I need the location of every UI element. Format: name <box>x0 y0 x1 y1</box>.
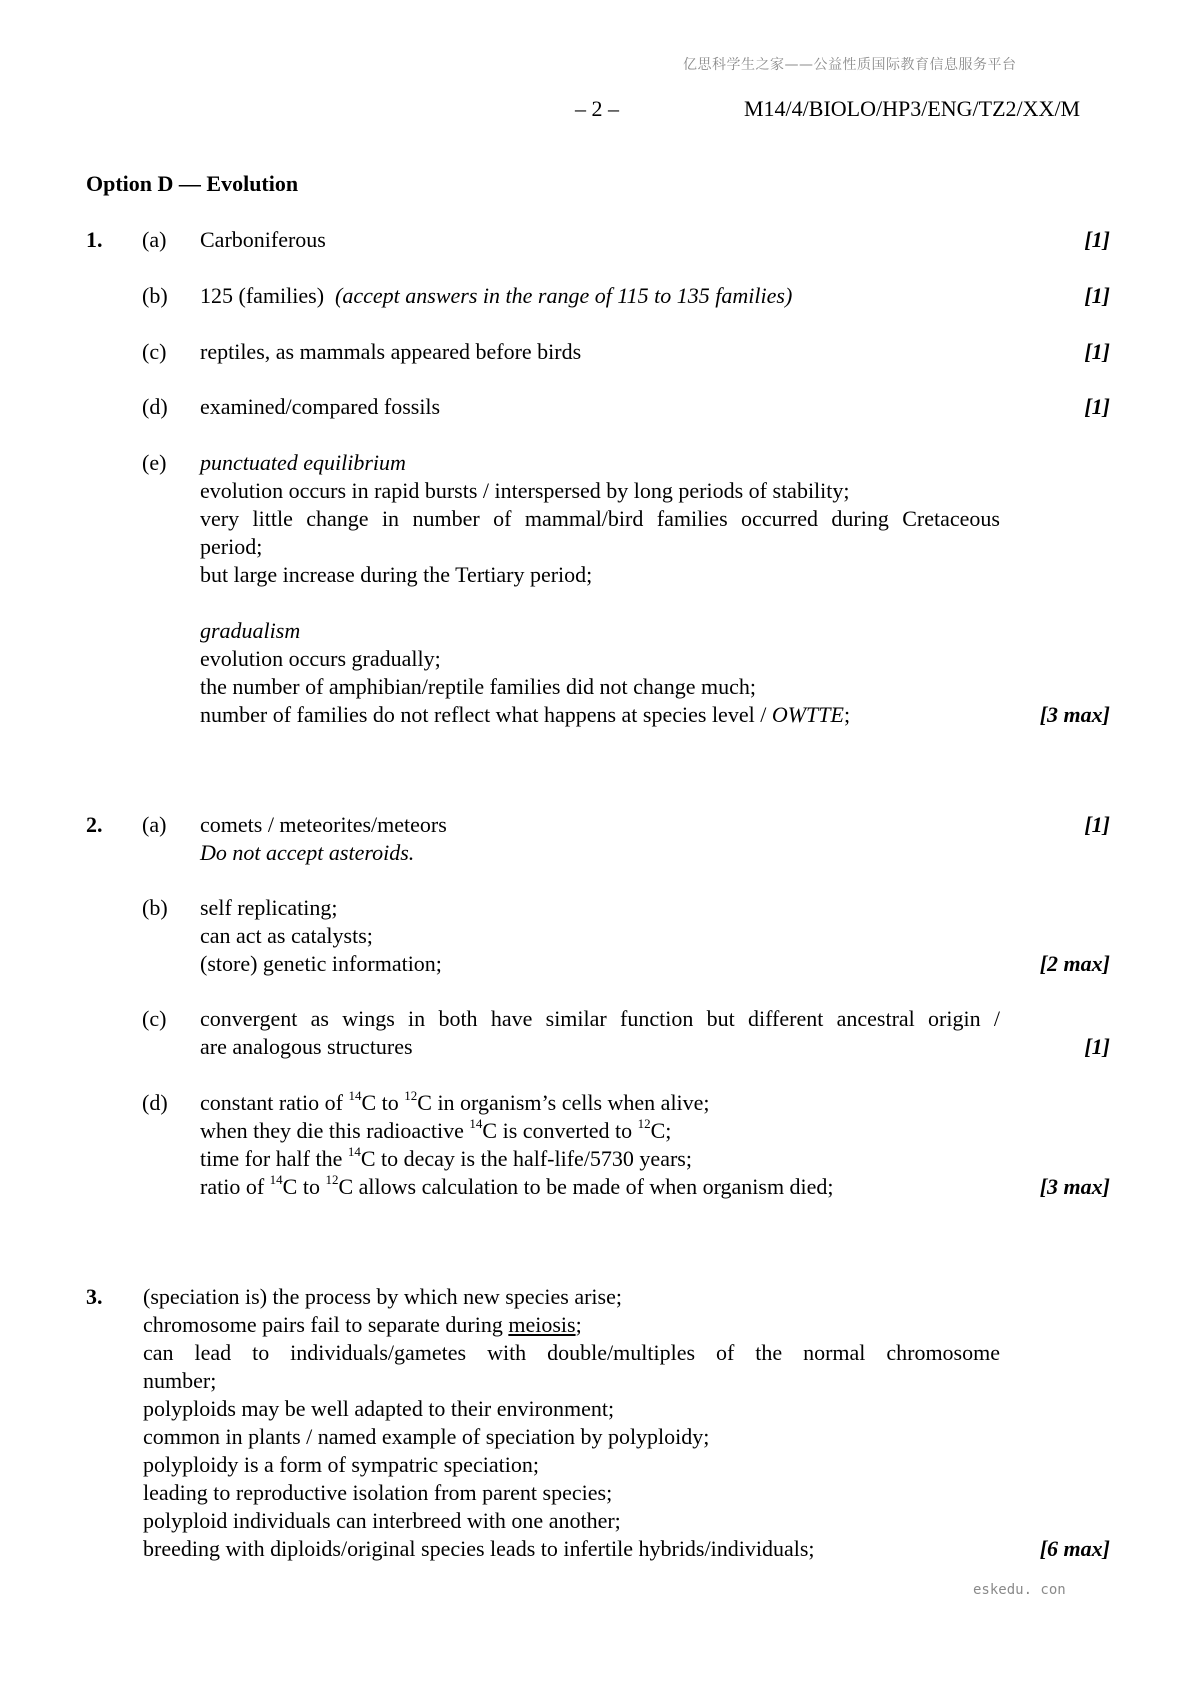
q1c-answer: reptiles, as mammals appeared before birds <box>200 339 582 364</box>
q2d-label: (d) <box>142 1090 168 1115</box>
q1e-owtte: OWTTE <box>771 702 844 727</box>
q1a-label: (a) <box>142 227 167 252</box>
section-title: Option D — Evolution <box>86 171 299 196</box>
q2a-answer-note: Do not accept asteroids. <box>200 840 415 865</box>
q3-line: polyploid individuals can interbreed with one another; <box>143 1508 621 1533</box>
q1e-line-end: ; <box>843 702 851 727</box>
q2c-line: convergent as wings in both have similar function but different ancestral origin / <box>200 1006 1000 1031</box>
q1e-line: period; <box>200 534 263 559</box>
q3-line: can lead to individuals/gametes with double/multiples of the normal chromosome <box>143 1340 1000 1365</box>
q2c-line: are analogous structures <box>200 1034 413 1059</box>
q3-answer <box>143 1283 1000 1563</box>
q1c-mark: [1] <box>1084 339 1110 364</box>
q3-mark: [6 max] <box>1039 1536 1110 1561</box>
q3-line: breeding with diploids/original species leads to infertile hybrids/individuals; <box>143 1536 815 1561</box>
q1b-answer <box>200 282 792 310</box>
q1e-heading-punctuated: punctuated equilibrium <box>200 450 406 475</box>
q1e-line <box>200 701 1000 729</box>
q2d-line: when they die this radioactive $^{14}$C is converted to $^{12}$C; <box>200 1115 672 1143</box>
q2b-line: self replicating; <box>200 895 338 920</box>
q3-line: leading to reproductive isolation from parent species; <box>143 1480 613 1505</box>
q1e-line: evolution occurs gradually; <box>200 646 441 671</box>
q2c-mark: [1] <box>1084 1034 1110 1059</box>
q1a-answer: Carboniferous <box>200 227 326 252</box>
q2b-mark: [2 max] <box>1039 951 1110 976</box>
q1d-mark: [1] <box>1084 394 1110 419</box>
q1e-spacer <box>200 589 1000 617</box>
q1a-mark: [1] <box>1084 227 1110 252</box>
q2d-mark: [3 max] <box>1039 1174 1110 1199</box>
q2a-answer-text: comets / meteorites/meteors <box>200 812 447 837</box>
q1e-line: very little change in number of mammal/bird families occurred during Cretaceous <box>200 506 1000 531</box>
q1e-line: evolution occurs in rapid bursts / interspersed by long periods of stability; <box>200 478 850 503</box>
header-watermark: 亿思科学生之家——公益性质国际教育信息服务平台 <box>683 57 1017 73</box>
q2d-line: ratio of $^{14}$C to $^{12}$C allows calculation to be made of when organism died; <box>200 1171 834 1199</box>
q2a-answer <box>200 811 447 867</box>
q1b-answer-note: (accept answers in the range of 115 to 135 families) <box>335 283 793 308</box>
q1d-answer: examined/compared fossils <box>200 394 441 419</box>
document-reference: M14/4/BIOLO/HP3/ENG/TZ2/XX/M <box>744 96 1081 121</box>
q2a-mark: [1] <box>1084 812 1110 837</box>
q1e-mark: [3 max] <box>1039 702 1110 727</box>
question-1-number: 1. <box>86 227 103 252</box>
q2b-answer <box>200 894 442 978</box>
q3-line: number; <box>143 1368 217 1393</box>
q3-line: common in plants / named example of speciation by polyploidy; <box>143 1424 710 1449</box>
q2d-answer <box>200 1089 834 1201</box>
q3-line: polyploids may be well adapted to their environment; <box>143 1396 615 1421</box>
q1e-heading-gradualism: gradualism <box>200 618 301 643</box>
q1e-line: but large increase during the Tertiary period; <box>200 562 593 587</box>
q3-line: chromosome pairs fail to separate during meiosis; <box>143 1312 582 1337</box>
q1b-answer-text: 125 (families) <box>200 283 325 308</box>
q1b-mark: [1] <box>1084 283 1110 308</box>
q1e-answer <box>200 449 1000 729</box>
q2b-line: can act as catalysts; <box>200 923 373 948</box>
q2a-label: (a) <box>142 812 167 837</box>
q2d-line: time for half the $^{14}$C to decay is the half-life/5730 years; <box>200 1143 692 1171</box>
q2b-line: (store) genetic information; <box>200 951 442 976</box>
footer-watermark: eskedu. con <box>973 1582 1066 1598</box>
q1c-label: (c) <box>142 339 167 364</box>
q2d-line: constant ratio of $^{14}$C to $^{12}$C in organism’s cells when alive; <box>200 1087 710 1115</box>
q1d-label: (d) <box>142 394 168 419</box>
q3-meiosis: meiosis <box>508 1312 576 1337</box>
q1b-label: (b) <box>142 283 168 308</box>
q3-line: (speciation is) the process by which new species arise; <box>143 1284 622 1309</box>
question-2-number: 2. <box>86 812 103 837</box>
q2c-answer <box>200 1005 1000 1061</box>
page-number: – 2 – <box>575 96 619 121</box>
question-3-number: 3. <box>86 1284 103 1309</box>
q2b-label: (b) <box>142 895 168 920</box>
q3-line: polyploidy is a form of sympatric speciation; <box>143 1452 539 1477</box>
q1e-line: the number of amphibian/reptile families did not change much; <box>200 674 756 699</box>
q1e-line-text: number of families do not reflect what happens at species level / <box>200 702 772 727</box>
q2c-label: (c) <box>142 1006 167 1031</box>
q1e-label: (e) <box>142 450 167 475</box>
